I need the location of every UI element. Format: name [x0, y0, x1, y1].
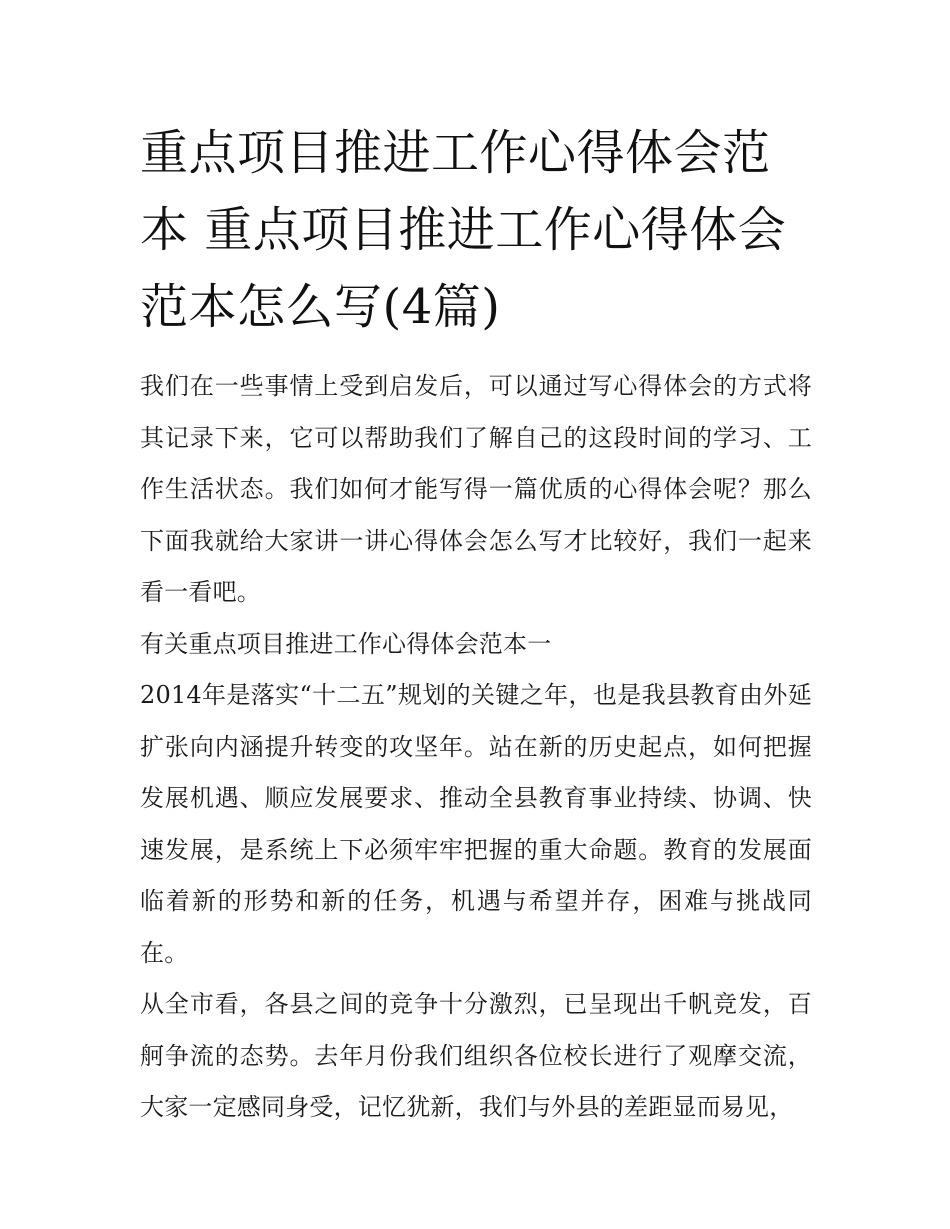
document-body — [140, 361, 812, 1134]
body-paragraph: 从全市看，各县之间的竞争十分激烈，已呈现出千帆竞发，百舸争流的态势。去年月份我们组织各位校长进行了观摩交流，大家一定感同身受，记忆犹新，我们与外县的差距显而易见， — [140, 990, 812, 1121]
section-heading: 有关重点项目推进工作心得体会范本一 — [140, 629, 552, 658]
document-page — [140, 115, 812, 1134]
intro-paragraph: 我们在一些事情上受到启发后，可以通过写心得体会的方式将其记录下来，它可以帮助我们了解自己的这段时间的学习、工作生活状态。我们如何才能写得一篇优质的心得体会呢？那么下面我就给大家讲一讲心得体会怎么写才比较好，我们一起来看一看吧。 — [140, 372, 812, 606]
document-title: 重点项目推进工作心得体会范本 重点项目推进工作心得体会范本怎么写(4篇) — [140, 125, 787, 335]
body-paragraph: 2014年是落实“十二五”规划的关键之年，也是我县教育由外延扩张向内涵提升转变的攻坚年。站在新的历史起点，如何把握发展机遇、顺应发展要求、推动全县教育事业持续、协调、快速发展，是系统上下必须牢牢把握的重大命题。教育的发展面临着新的形势和新的任务，机遇与希望并存，困难与挑战同在。 — [140, 681, 812, 967]
